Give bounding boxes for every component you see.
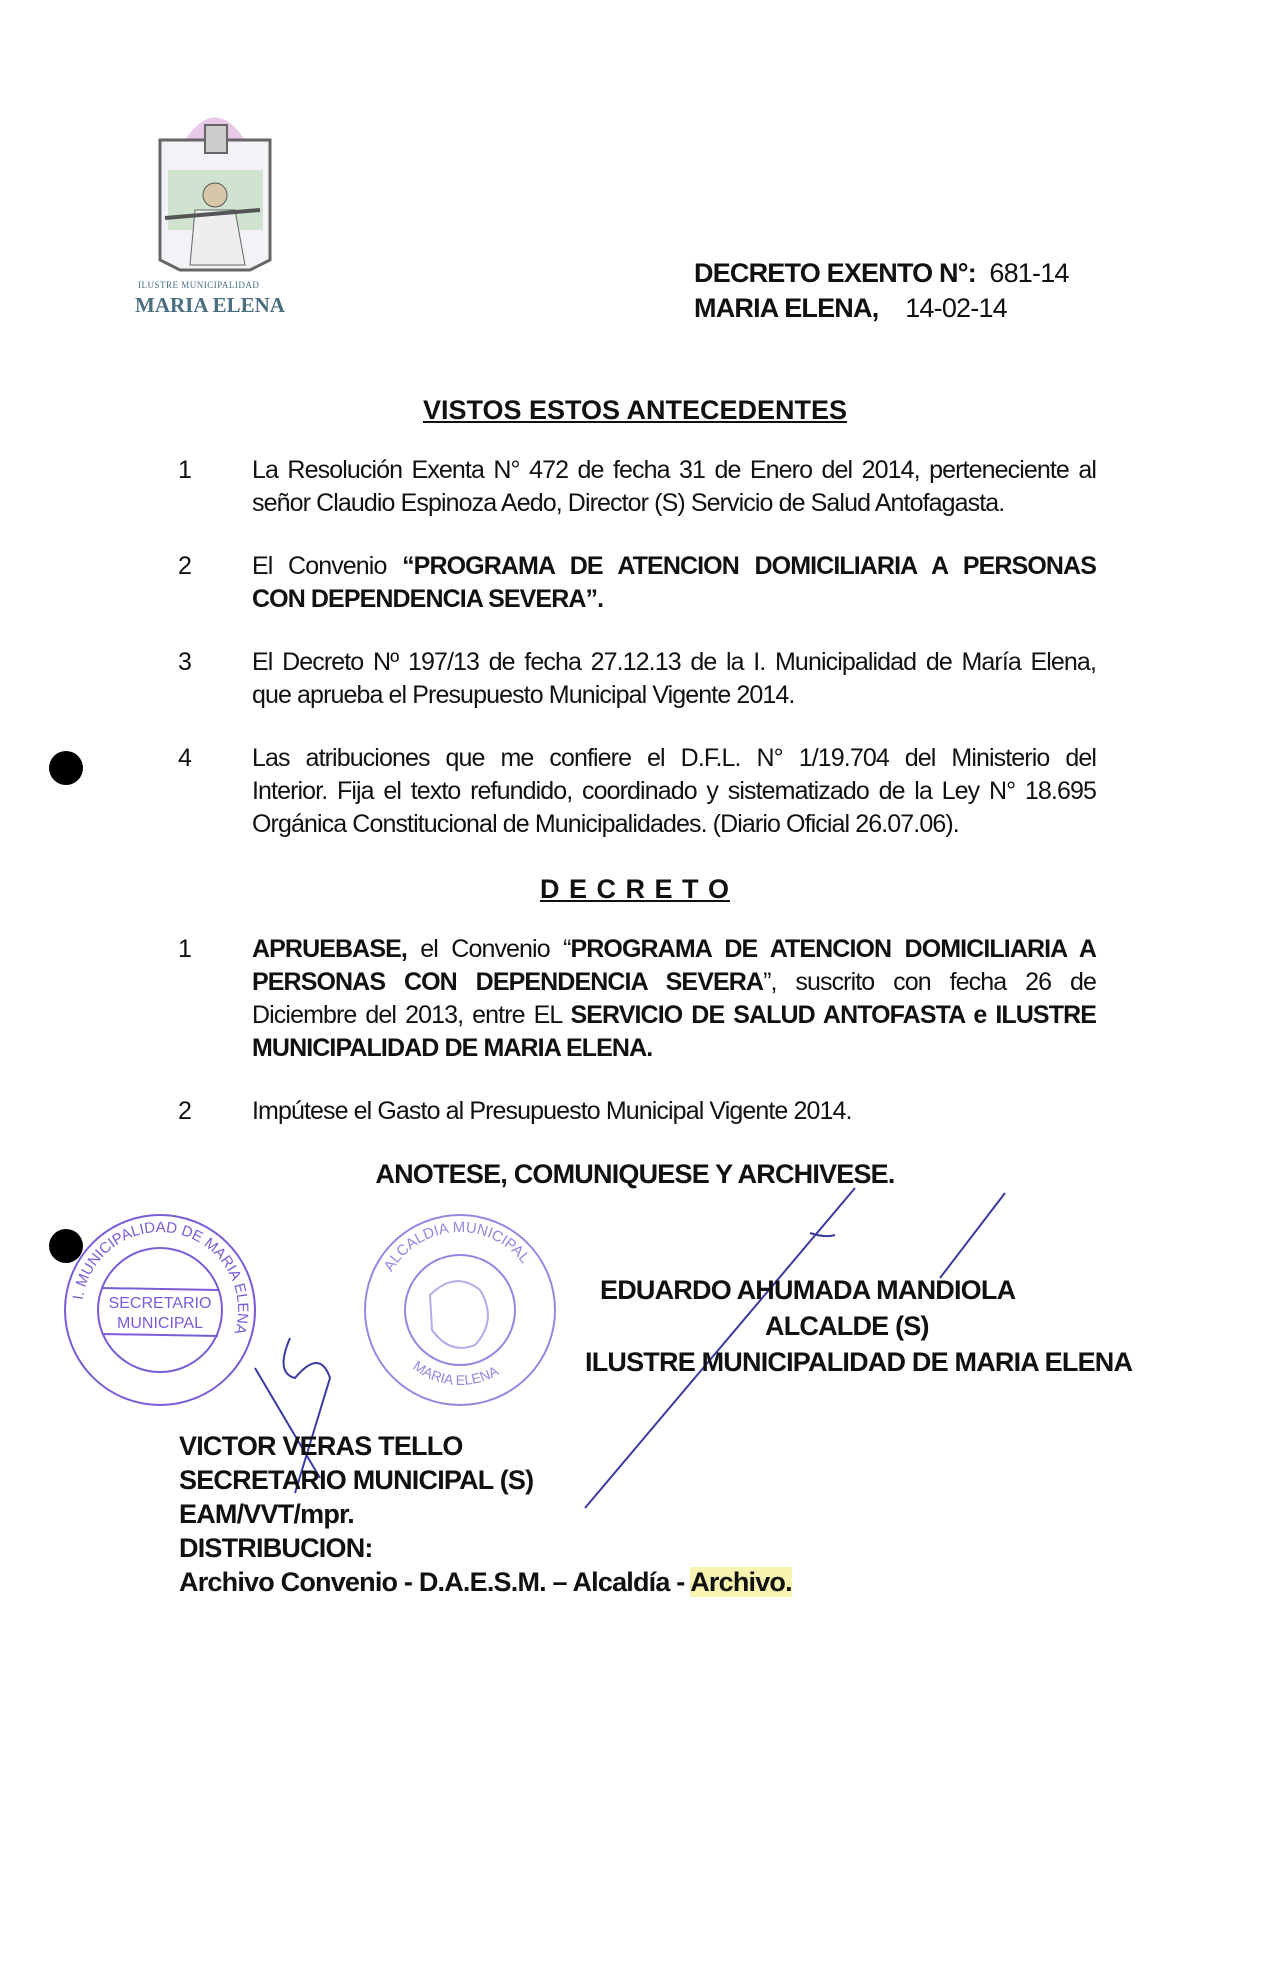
secretary-title: SECRETARIO MUNICIPAL (S) — [179, 1465, 534, 1495]
list-item — [0, 646, 1270, 712]
text-segment: Interior. Fija el texto refundido, coordinado y sistematizado de la Ley N° 18.695 — [252, 777, 1096, 805]
text-segment: APRUEBASE, — [252, 935, 407, 963]
vistos-heading: VISTOS ESTOS ANTECEDENTES — [422, 395, 848, 425]
distribution-list — [179, 1566, 792, 1598]
signature-block — [0, 1158, 1270, 1618]
text-segment: Diciembre del 2013, entre EL — [252, 1001, 571, 1029]
decree-number-line — [694, 258, 1069, 289]
logo-subtitle: ILUSTRE MUNICIPALIDAD — [138, 280, 260, 290]
text-segment: El Convenio — [252, 552, 403, 580]
paragraph-line — [252, 808, 1096, 841]
paragraph-line — [252, 933, 1096, 966]
paragraph-line — [252, 454, 1096, 487]
item-paragraph — [252, 550, 1096, 616]
secretary-name: VICTOR VERAS TELLO — [179, 1431, 463, 1461]
decree-date: 14-02-14 — [905, 293, 1007, 323]
item-paragraph — [252, 742, 1096, 841]
decree-label: DECRETO EXENTO N°: — [694, 258, 976, 288]
stamp-ring-text: I. MUNICIPALIDAD DE MARIA ELENA — [69, 1218, 252, 1337]
municipal-crest-logo — [150, 100, 280, 275]
closing-formula: ANOTESE, COMUNIQUESE Y ARCHIVESE. — [375, 1159, 895, 1189]
text-segment: MUNICIPALIDAD DE MARIA ELENA. — [252, 1034, 653, 1062]
decreto-heading: D E C R E T O — [539, 874, 731, 904]
paragraph-line — [252, 999, 1096, 1032]
place-date-line — [694, 293, 1007, 324]
text-segment: Orgánica Constitucional de Municipalidades. (Diario Oficial 26.07.06). — [252, 810, 959, 838]
text-segment: que aprueba el Presupuesto Municipal Vigente 2014. — [252, 681, 795, 709]
text-segment: ”, suscrito con fecha 26 de — [763, 968, 1096, 996]
paragraph-line — [252, 1095, 1096, 1128]
text-segment: PERSONAS CON DEPENDENCIA SEVERA — [252, 968, 764, 996]
item-number: 3 — [178, 648, 192, 676]
paragraph-line — [252, 550, 1096, 583]
mayor-title: ALCALDE (S) — [765, 1311, 929, 1341]
list-item — [0, 454, 1270, 520]
stamp-ring-text: ALCALDIA MUNICIPAL — [380, 1218, 534, 1275]
stamp-center-line2: MUNICIPAL — [117, 1315, 203, 1332]
vistos-list — [0, 454, 1270, 841]
text-segment: CON DEPENDENCIA SEVERA”. — [252, 585, 604, 613]
document-body — [0, 392, 1270, 1618]
list-item — [0, 742, 1270, 841]
item-paragraph — [252, 646, 1096, 712]
decreto-list — [0, 933, 1270, 1128]
item-number: 2 — [178, 552, 192, 580]
paragraph-line — [252, 775, 1096, 808]
text-segment: el Convenio “ — [406, 935, 571, 963]
distribution-text: Archivo Convenio - D.A.E.S.M. – Alcaldía - — [179, 1567, 691, 1597]
distribution-highlight: Archivo. — [690, 1567, 792, 1597]
list-item — [0, 550, 1270, 616]
text-segment: “PROGRAMA DE ATENCION DOMICILIARIA A PERSONAS — [402, 552, 1096, 580]
text-segment: SERVICIO DE SALUD ANTOFASTA e ILUSTRE — [570, 1001, 1096, 1029]
text-segment: Impútese el Gasto al Presupuesto Municipal Vigente 2014. — [252, 1097, 852, 1125]
item-number: 1 — [178, 935, 192, 963]
paragraph-line — [252, 742, 1096, 775]
paragraph-line — [252, 487, 1096, 520]
distribution-label: DISTRIBUCION: — [179, 1533, 373, 1563]
text-segment: señor Claudio Espinoza Aedo, Director (S) Servicio de Salud Antofagasta. — [252, 489, 1005, 517]
decreto-heading-wrap — [0, 871, 1270, 907]
logo-name: MARIA ELENA — [135, 293, 285, 317]
mayor-org: ILUSTRE MUNICIPALIDAD DE MARIA ELENA — [585, 1347, 1133, 1377]
paragraph-line — [252, 1032, 1096, 1065]
item-number: 1 — [178, 456, 192, 484]
text-segment: Las atribuciones que me confiere el D.F.L. N° 1/19.704 del Ministerio del — [252, 744, 1096, 772]
place-label: MARIA ELENA, — [694, 293, 879, 323]
paragraph-line — [252, 679, 1096, 712]
list-item — [0, 1095, 1270, 1128]
paragraph-line — [252, 966, 1096, 999]
item-paragraph — [252, 933, 1096, 1065]
vistos-heading-wrap — [0, 392, 1270, 428]
text-segment: PROGRAMA DE ATENCION DOMICILIARIA A — [570, 935, 1096, 963]
item-paragraph — [252, 1095, 1096, 1128]
mayor-name: EDUARDO AHUMADA MANDIOLA — [600, 1275, 1016, 1305]
paragraph-line — [252, 646, 1096, 679]
list-item — [0, 933, 1270, 1065]
text-segment: El Decreto Nº 197/13 de fecha 27.12.13 de la I. Municipalidad de María Elena, — [252, 648, 1096, 676]
item-number: 2 — [178, 1097, 192, 1125]
text-segment: La Resolución Exenta N° 472 de fecha 31 de Enero del 2014, perteneciente al — [252, 456, 1096, 484]
item-paragraph — [252, 454, 1096, 520]
item-number: 4 — [178, 744, 192, 772]
decree-number: 681-14 — [989, 258, 1069, 288]
paragraph-line — [252, 583, 1096, 616]
initials: EAM/VVT/mpr. — [179, 1499, 354, 1529]
stamp-bottom-text: MARIA ELENA — [410, 1357, 502, 1389]
stamp-center-line1: SECRETARIO — [108, 1295, 212, 1312]
